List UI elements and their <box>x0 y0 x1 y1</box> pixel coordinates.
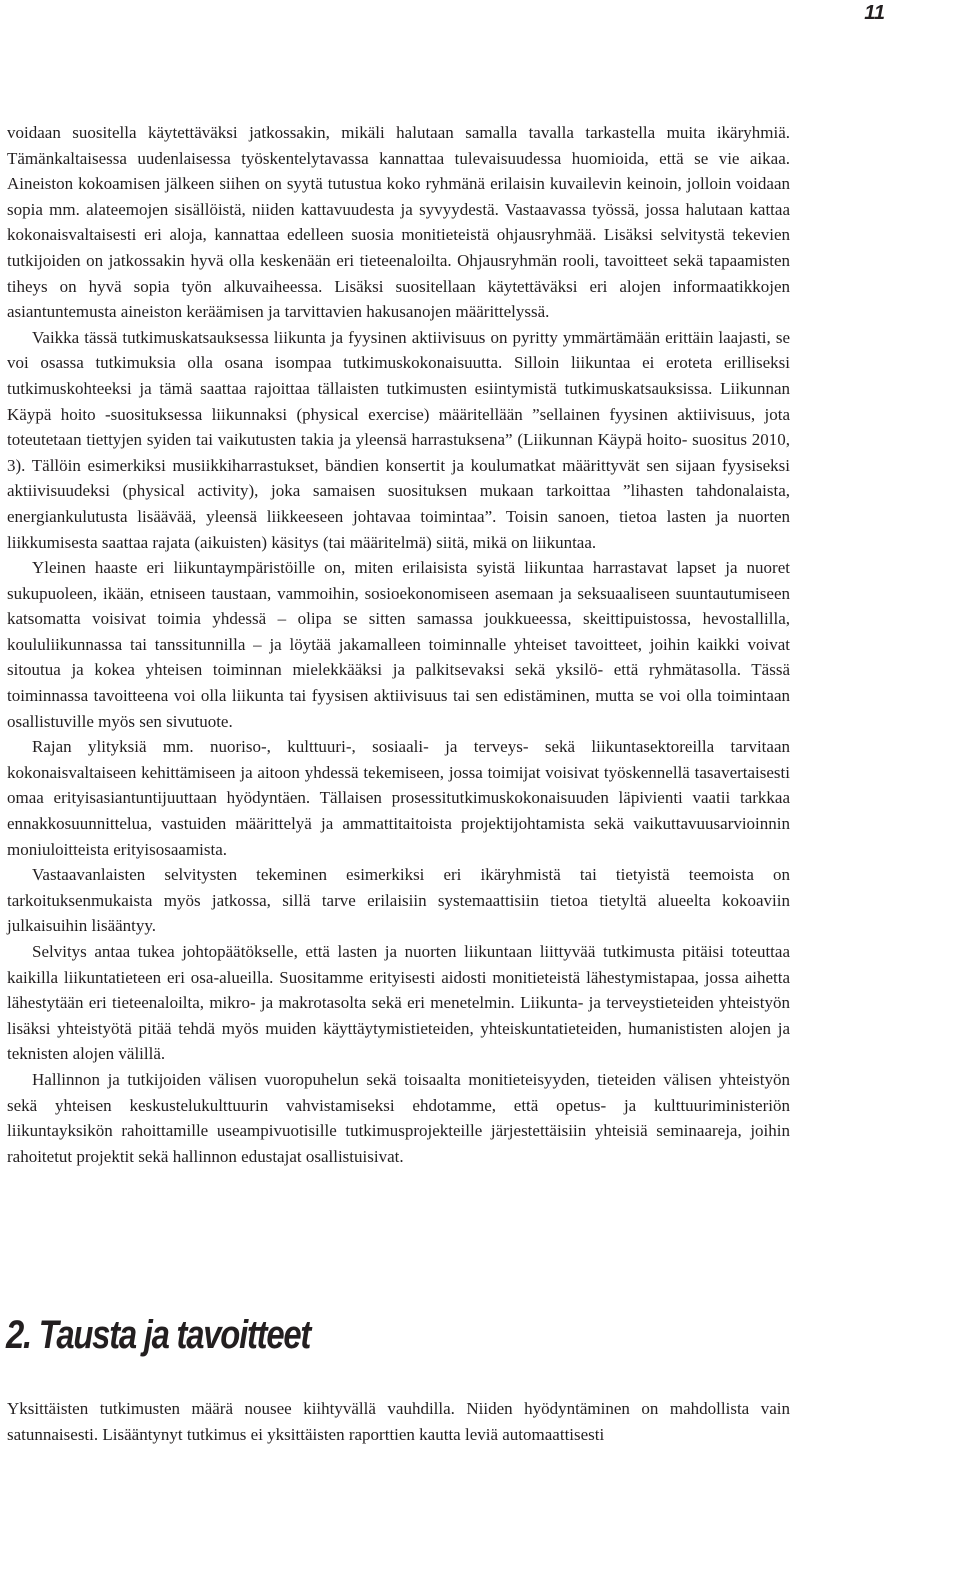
paragraph-seminars: Hallinnon ja tutkijoiden välisen vuoropuhelun sekä toisaalta monitieteisyyden, tieteiden välisen yhteistyön sekä yhteisen keskustelukulttuurin vahvistamiseksi ehdotamme, että opetus- ja kulttuuriministeriön liikuntayksikön rahoittamille useampivuotisille tutkimusprojekteille järjestettäisiin yhteisiä seminaareja, joihin rahoitetut projektit sekä hallinnon edustajat osallistuisivat. <box>7 1069 790 1166</box>
paragraph-common-challenge: Yleinen haaste eri liikuntaympäristöille on, miten erilaisista syistä liikuntaa harrastavat lapset ja nuoret sukupuoleen, ikään, etniseen taustaan, vammoihin, sosioekonomiseen asemaan ja seksuaaliseen suuntautumiseen katsomatta voisivat toimia yhdessä – olipa se sitten samassa joukkueessa, skeittipuistossa, hevostallilla, koululiikunnassa tai tanssitunnilla – ja löytää jakamalleen toiminnalle yhteiset tavoitteet, joihin kaikki voivat sitoutua ja kokea yhteisen toiminnan mielekkääksi ja palkitsevaksi sekä yksilö- että ryhmätasolla. Tässä toiminnassa tavoitteena voi olla liikunta tai fyysisen aktiivisuus tai sen edistäminen, mutta se voi olla toimintaan osallistuville myös sen sivutuote. <box>7 558 790 731</box>
section-intro-paragraph: Yksittäisten tutkimusten määrä nousee kiihtyvällä vauhdilla. Niiden hyödyntäminen on mahdollista vain satunnaisesti. Lisääntynyt tutkimus ei yksittäisten raporttien kautta leviä automaattisesti <box>7 1399 790 1444</box>
paragraph-physical-activity-definition: Vaikka tässä tutkimuskatsauksessa liikunta ja fyysinen aktiivisuus on pyritty ymmärtämään erittäin laajasti, se voi osassa tutkimuksia olla osana isompaa tutkimuskokonaisuutta. Silloin liikuntaa ei eroteta erilliseksi tutkimuskohteeksi ja tämä saattaa rajoittaa tällaisten tutkimusten esiintymistä tutkimuskatsauksissa. Liikunnan Käypä hoito -suosituksessa liikunnaksi (physical exercise) määritellään ”sellainen fyysinen aktiivisuus, jota toteutetaan tiettyjen syiden tai vaikutusten takia ja yleensä harrastuksena” (Liikunnan Käypä hoito- suositus 2010, 3). Tällöin esimerkiksi musiikkiharrastukset, bändien konsertit ja koulumatkat määrittyvät sen sijaan fyysiseksi aktiivisuudeksi (physical activity), joka samaisen suosituksen mukaan tarkoittaa ”lihasten tahdonalaista, energiankulutusta lisäävää, yleensä liikkeeseen johtavaa toimintaa”. Toisin sanoen, tietoa lasten ja nuorten liikkumisesta saattaa rajata (aikuisten) käsitys (tai määritelmä) siitä, mikä on liikuntaa. <box>7 327 790 552</box>
paragraph-continuation: voidaan suositella käytettäväksi jatkossakin, mikäli halutaan samalla tavalla tarkastella muita ikäryhmiä. Tämänkaltaisessa uudenlaisessa työskentelytavassa kannattaa tulevaisuudessa huomioida, että se vie aikaa. Aineiston kokoamisen jälkeen siihen on syytä tutustua koko ryhmänä erilaisin kuvailevin keinoin, jolloin voidaan sopia mm. alateemojen sisällöistä, niiden kattavuudesta ja syvyydestä. Vastaavassa työssä, jossa halutaan kattaa kokonaisvaltaisesti eri aloja, kannattaa edelleen suosia monitieteistä ohjausryhmää. Lisäksi selvitystä tekevien tutkijoiden on jatkossakin hyvä olla keskenään eri tieteenaloilta. Ohjausryhmän rooli, tavoitteet sekä tapaamisten tiheys on hyvä sopia työn alkuvaiheessa. Lisäksi suositellaan käytettäväksi eri alojen informaatikkojen asiantuntemusta aineiston keräämisen ja tarvittavien hakusanojen määrittelyssä. <box>7 123 790 322</box>
body-text <box>7 120 790 1169</box>
page-number: 11 <box>864 2 885 24</box>
section-heading: 2. Tausta ja tavoitteet <box>6 1313 311 1357</box>
paragraph-multidisciplinary: Selvitys antaa tukea johtopäätökselle, että lasten ja nuorten liikuntaan liittyvää tutkimusta pitäisi toteuttaa kaikilla liikuntatieteen eri osa-alueilla. Suositamme erityisesti aidosti monitieteistä lähestymistapaa, jossa aihetta lähestytään eri tieteenaloilta, mikro- ja makrotasolta sekä eri menetelmin. Liikunta- ja terveystieteiden yhteistyön lisäksi yhteistyötä pitää tehdä myös muiden käyttäytymistieteiden, yhteiskuntatieteiden, humanististen alojen ja teknisten alojen välillä. <box>7 942 790 1064</box>
section-text <box>7 1396 790 1447</box>
paragraph-future-reviews: Vastaavanlaisten selvitysten tekeminen esimerkiksi eri ikäryhmistä tai tietyistä teemoista on tarkoituksenmukaista myös jatkossa, sillä tarve erilaisiin systemaattisiin tietoa tietyltä alueelta kokoaviin julkaisuihin lisääntyy. <box>7 865 790 936</box>
paragraph-cross-sector: Rajan ylityksiä mm. nuoriso-, kulttuuri-, sosiaali- ja terveys- sekä liikuntasektoreilla tarvitaan kokonaisvaltaiseen kehittämiseen ja aitoon yhdessä tekemiseen, jossa toimijat voisivat työskennellä tasavertaisesti omaa erityisasiantuntijuuttaan hyödyntäen. Tällaisen prosessitutkimuskokonaisuuden läpivienti vaatii tarkkaa ennakkosuunnittelua, vastuiden määrittelyä ja ammattitaitoista projektijohtamista sekä vaikuttavuusarvioinnin moniuloitteista erityisosaamista. <box>7 737 790 859</box>
